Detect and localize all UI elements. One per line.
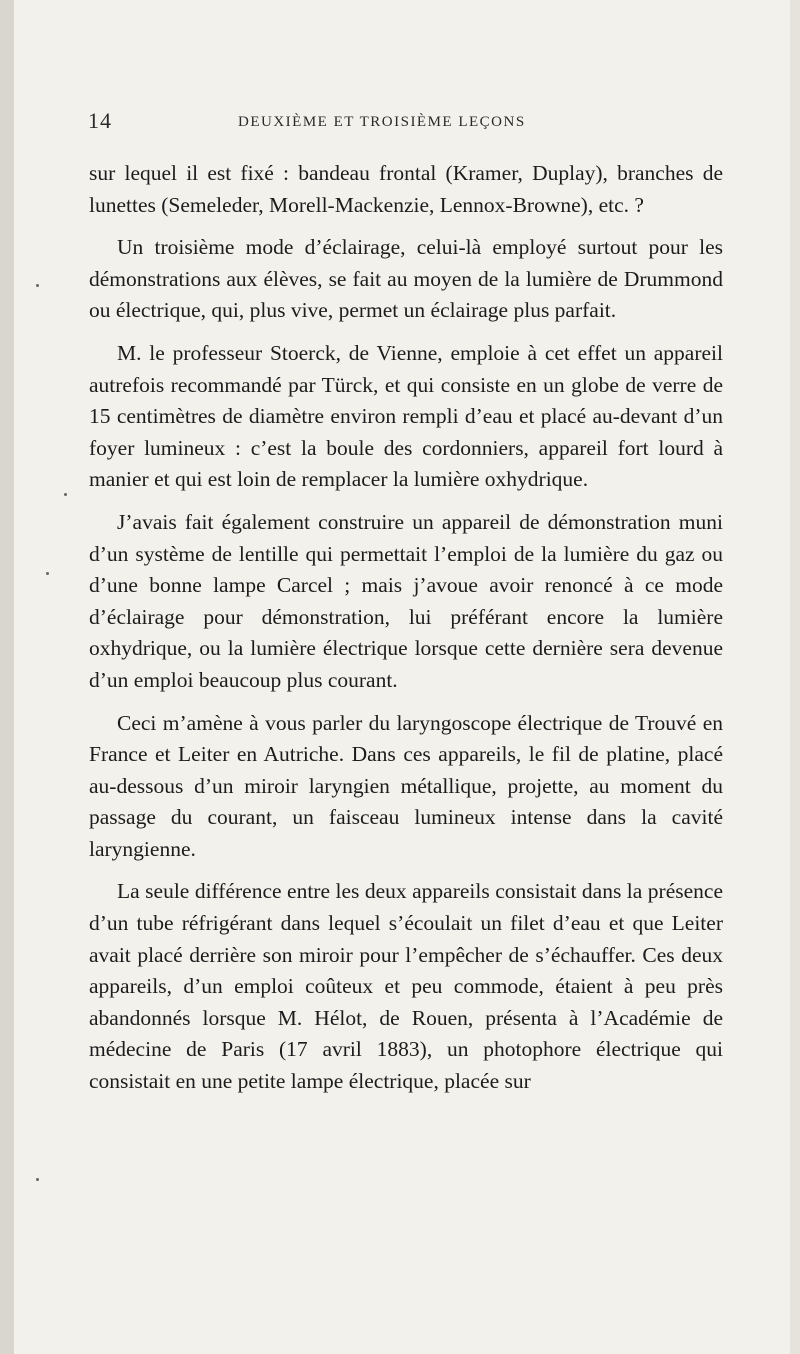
paragraph-4: J’avais fait également construire un appareil de démonstration muni d’un système de lentille qui permettait l’emploi de la lumière du gaz ou d’une bonne lampe Carcel ; mais j’avoue avoir renoncé à ce mode d’éclairage pour démonstration, lui préférant encore la lumière oxhydrique, ou la lumière électrique lorsque cette dernière sera devenue d’un emploi beaucoup plus courant. [89, 509, 723, 692]
running-head: DEUXIÈME ET TROISIÈME LEÇONS [238, 114, 526, 130]
page-header [88, 108, 728, 138]
print-speck [64, 493, 67, 496]
paragraph-2: Un troisième mode d’éclairage, celui-là employé surtout pour les démonstrations aux élèves, se fait au moyen de la lumière de Drummond ou électrique, qui, plus vive, permet un éclairage plus parfait. [89, 235, 723, 323]
body-text [89, 158, 723, 1109]
print-speck [36, 1178, 39, 1181]
paragraph-5: Ceci m’amène à vous parler du laryngoscope électrique de Trouvé en France et Leiter en Autriche. Dans ces appareils, le fil de platine, placé au-dessous d’un miroir laryngien métallique, projette, au moment du passage du courant, un faisceau lumineux intense dans la cavité laryngienne. [89, 710, 723, 861]
print-speck [46, 572, 49, 575]
paragraph-6: La seule différence entre les deux appareils consistait dans la présence d’un tube réfrigérant dans lequel s’écoulait un filet d’eau et que Leiter avait placé derrière son miroir pour l’empêcher de s’échauffer. Ces deux appareils, d’un emploi coûteux et peu commode, étaient à peu près abandonnés lorsque M. Hélot, de Rouen, présenta à l’Académie de médecine de Paris (17 avril 1883), un photophore électrique qui consistait en une petite lampe électrique, placée sur [89, 879, 723, 1094]
paragraph-1: sur lequel il est fixé : bandeau frontal (Kramer, Duplay), branches de lunettes (Semeleder, Morell-Mackenzie, Lennox-Browne), etc. ? [89, 161, 723, 217]
print-speck [36, 284, 39, 287]
page-gutter-shadow [0, 0, 14, 1354]
paragraph-3: M. le professeur Stoerck, de Vienne, emploie à cet effet un appareil autrefois recommandé par Türck, et qui consiste en un globe de verre de 15 centimètres de diamètre environ rempli d’eau et placé au-devant d’un foyer lumineux : c’est la boule des cordonniers, appareil fort lourd à manier et qui est loin de remplacer la lumière oxhydrique. [89, 340, 723, 492]
page-edge [790, 0, 800, 1354]
page-number: 14 [88, 108, 112, 133]
